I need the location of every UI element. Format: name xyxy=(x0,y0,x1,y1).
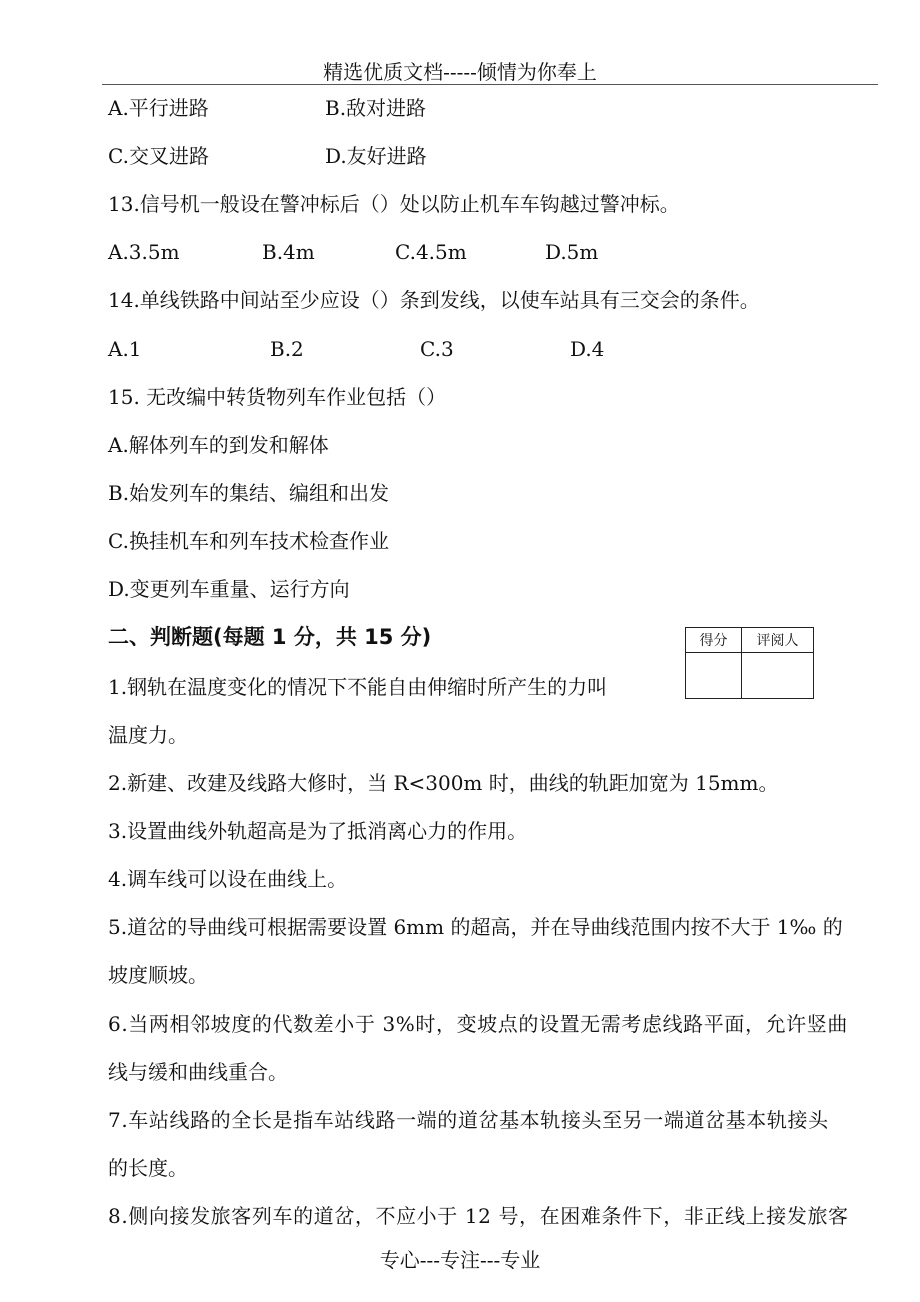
reviewer-header: 评阅人 xyxy=(742,628,814,653)
header-rule xyxy=(102,84,878,85)
q13-option-b: B.4m xyxy=(262,240,315,264)
q12-option-d: D.友好进路 xyxy=(325,144,427,168)
q13-option-a: A.3.5m xyxy=(108,240,180,264)
tf-5-line-1: 5.道岔的导曲线可根据需要设置 6mm 的超高，并在导曲线范围内按不大于 1‰ 的 xyxy=(108,915,843,939)
q14-stem: 14.单线铁路中间站至少应设（）条到发线，以使车站具有三交会的条件。 xyxy=(108,288,760,312)
q14-option-c: C.3 xyxy=(420,337,454,361)
q15-stem: 15. 无改编中转货物列车作业包括（） xyxy=(108,385,447,409)
q13-option-c: C.4.5m xyxy=(395,240,467,264)
tf-6-line-1: 6.当两相邻坡度的代数差小于 3%时，变坡点的设置无需考虑线路平面，允许竖曲 xyxy=(108,1012,848,1036)
q13-stem: 13.信号机一般设在警冲标后（）处以防止机车车钩越过警冲标。 xyxy=(108,192,680,216)
tf-1-line-1: 1.钢轨在温度变化的情况下不能自由伸缩时所产生的力叫 xyxy=(108,675,608,699)
page-footer: 专心---专注---专业 xyxy=(379,1248,541,1272)
tf-4: 4.调车线可以设在曲线上。 xyxy=(108,867,348,891)
q12-option-b: B.敌对进路 xyxy=(325,96,427,120)
tf-3: 3.设置曲线外轨超高是为了抵消离心力的作用。 xyxy=(108,819,528,843)
tf-6-line-2: 线与缓和曲线重合。 xyxy=(108,1060,288,1084)
score-table xyxy=(685,627,814,699)
q15-option-b: B.始发列车的集结、编组和出发 xyxy=(108,481,390,505)
tf-8-line-1: 8.侧向接发旅客列车的道岔，不应小于 12 号，在困难条件下，非正线上接发旅客 xyxy=(108,1204,849,1228)
score-header: 得分 xyxy=(686,628,742,653)
q14-option-a: A.1 xyxy=(108,337,142,361)
q14-option-d: D.4 xyxy=(570,337,605,361)
q15-option-a: A.解体列车的到发和解体 xyxy=(108,433,329,457)
section-title: 二、判断题(每题 1 分，共 15 分) xyxy=(108,625,432,649)
score-cell xyxy=(686,653,742,699)
q12-option-c: C.交叉进路 xyxy=(108,144,209,168)
q15-option-d: D.变更列车重量、运行方向 xyxy=(108,577,350,601)
reviewer-cell xyxy=(742,653,814,699)
tf-7-line-2: 的长度。 xyxy=(108,1156,188,1180)
tf-5-line-2: 坡度顺坡。 xyxy=(108,963,208,987)
q12-option-a: A.平行进路 xyxy=(108,96,209,120)
page-header: 精选优质文档-----倾情为你奉上 xyxy=(323,60,597,84)
q13-option-d: D.5m xyxy=(545,240,599,264)
tf-7-line-1: 7.车站线路的全长是指车站线路一端的道岔基本轨接头至另一端道岔基本轨接头 xyxy=(108,1108,829,1132)
q14-option-b: B.2 xyxy=(270,337,304,361)
q15-option-c: C.换挂机车和列车技术检查作业 xyxy=(108,529,389,553)
tf-1-line-2: 温度力。 xyxy=(108,723,188,747)
tf-2: 2.新建、改建及线路大修时，当 R<300m 时，曲线的轨距加宽为 15mm。 xyxy=(108,771,779,795)
